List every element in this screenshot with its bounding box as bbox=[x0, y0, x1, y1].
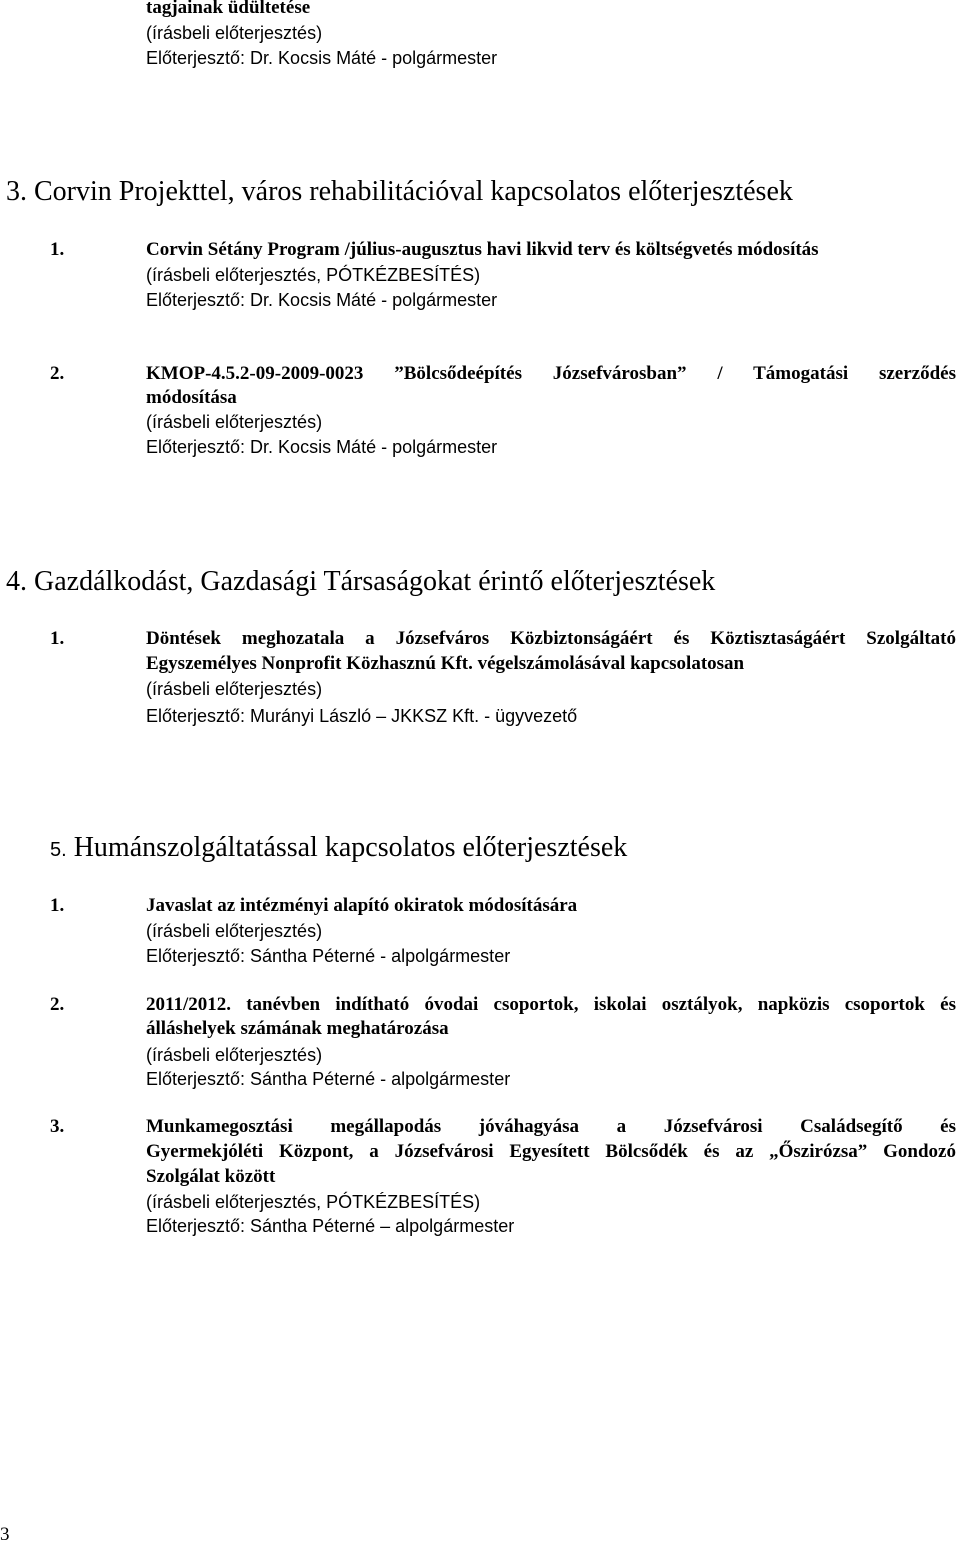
top-item-title: tagjainak üdültetése bbox=[146, 0, 311, 18]
section-5-item-3-presenter: Előterjesztő: Sántha Péterné – alpolgármester bbox=[146, 1216, 515, 1236]
top-item-presenter: Előterjesztő: Dr. Kocsis Máté - polgármester bbox=[146, 48, 498, 68]
section-5-item-2-presenter: Előterjesztő: Sántha Péterné - alpolgármester bbox=[146, 1069, 511, 1089]
section-5-item-3-title-line2: Gyermekjóléti Központ, a Józsefvárosi Egyesített Bölcsődék és az „Őszirózsa” Gondozó bbox=[146, 1141, 956, 1162]
section-5-item-1-title: Javaslat az intézményi alapító okiratok módosítására bbox=[146, 895, 578, 916]
section-3-number: 3. bbox=[6, 176, 27, 207]
page-number: 3 bbox=[0, 1524, 10, 1545]
section-5-item-1-type: (írásbeli előterjesztés) bbox=[146, 921, 323, 941]
section-5-item-3-title-line1: Munkamegosztási megállapodás jóváhagyása a Józsefvárosi Családsegítő és bbox=[146, 1116, 956, 1137]
section-3-item-2-type: (írásbeli előterjesztés) bbox=[146, 412, 323, 432]
section-3-heading bbox=[6, 176, 793, 208]
section-5-item-1-presenter: Előterjesztő: Sántha Péterné - alpolgármester bbox=[146, 946, 511, 966]
section-3-item-2-presenter: Előterjesztő: Dr. Kocsis Máté - polgármester bbox=[146, 437, 498, 457]
section-5-heading bbox=[50, 832, 627, 866]
section-5-number: 5. bbox=[50, 839, 67, 861]
section-3-item-2-number: 2. bbox=[50, 363, 65, 384]
section-4-item-1-type: (írásbeli előterjesztés) bbox=[146, 679, 323, 699]
section-3-item-1-presenter: Előterjesztő: Dr. Kocsis Máté - polgármester bbox=[146, 290, 498, 310]
section-5-item-3-title-line3: Szolgálat között bbox=[146, 1166, 276, 1187]
section-3-item-2-title-line1: KMOP-4.5.2-09-2009-0023 ”Bölcsődeépítés Józsefvárosban” / Támogatási szerződés bbox=[146, 363, 956, 384]
section-5-item-3-number: 3. bbox=[50, 1116, 65, 1137]
section-4-item-1-title-line2: Egyszemélyes Nonprofit Közhasznú Kft. végelszámolásával kapcsolatosan bbox=[146, 653, 745, 674]
section-4-item-1-presenter: Előterjesztő: Murányi László – JKKSZ Kft. - ügyvezető bbox=[146, 706, 578, 726]
section-5-item-2-title-line1: 2011/2012. tanévben indítható óvodai csoportok, iskolai osztályok, napközis csoportok és bbox=[146, 994, 956, 1015]
section-4-number: 4. bbox=[6, 566, 27, 597]
section-5-title: Humánszolgáltatással kapcsolatos előterjesztések bbox=[73, 832, 628, 863]
section-4-heading bbox=[6, 566, 715, 598]
section-5-item-2-number: 2. bbox=[50, 994, 65, 1015]
section-4-item-1-number: 1. bbox=[50, 628, 65, 649]
section-4-item-1-title-line1: Döntések meghozatala a Józsefváros Közbiztonságáért és Köztisztaságáért Szolgáltató bbox=[146, 628, 956, 649]
section-5-item-2-type: (írásbeli előterjesztés) bbox=[146, 1045, 323, 1065]
top-item-type: (írásbeli előterjesztés) bbox=[146, 23, 323, 43]
section-5-item-2-title-line2: álláshelyek számának meghatározása bbox=[146, 1018, 449, 1039]
section-4-title: Gazdálkodást, Gazdasági Társaságokat érintő előterjesztések bbox=[34, 566, 716, 597]
section-5-item-1-number: 1. bbox=[50, 895, 65, 916]
section-3-item-1-type: (írásbeli előterjesztés, PÓTKÉZBESÍTÉS) bbox=[146, 265, 481, 285]
section-5-item-3-type: (írásbeli előterjesztés, PÓTKÉZBESÍTÉS) bbox=[146, 1192, 481, 1212]
section-3-item-1-number: 1. bbox=[50, 239, 65, 260]
section-3-item-2-title-line2: módosítása bbox=[146, 387, 237, 408]
section-3-title: Corvin Projekttel, város rehabilitációval kapcsolatos előterjesztések bbox=[34, 176, 793, 207]
section-3-item-1-title: Corvin Sétány Program /július-augusztus havi likvid terv és költségvetés módosítás bbox=[146, 239, 819, 260]
